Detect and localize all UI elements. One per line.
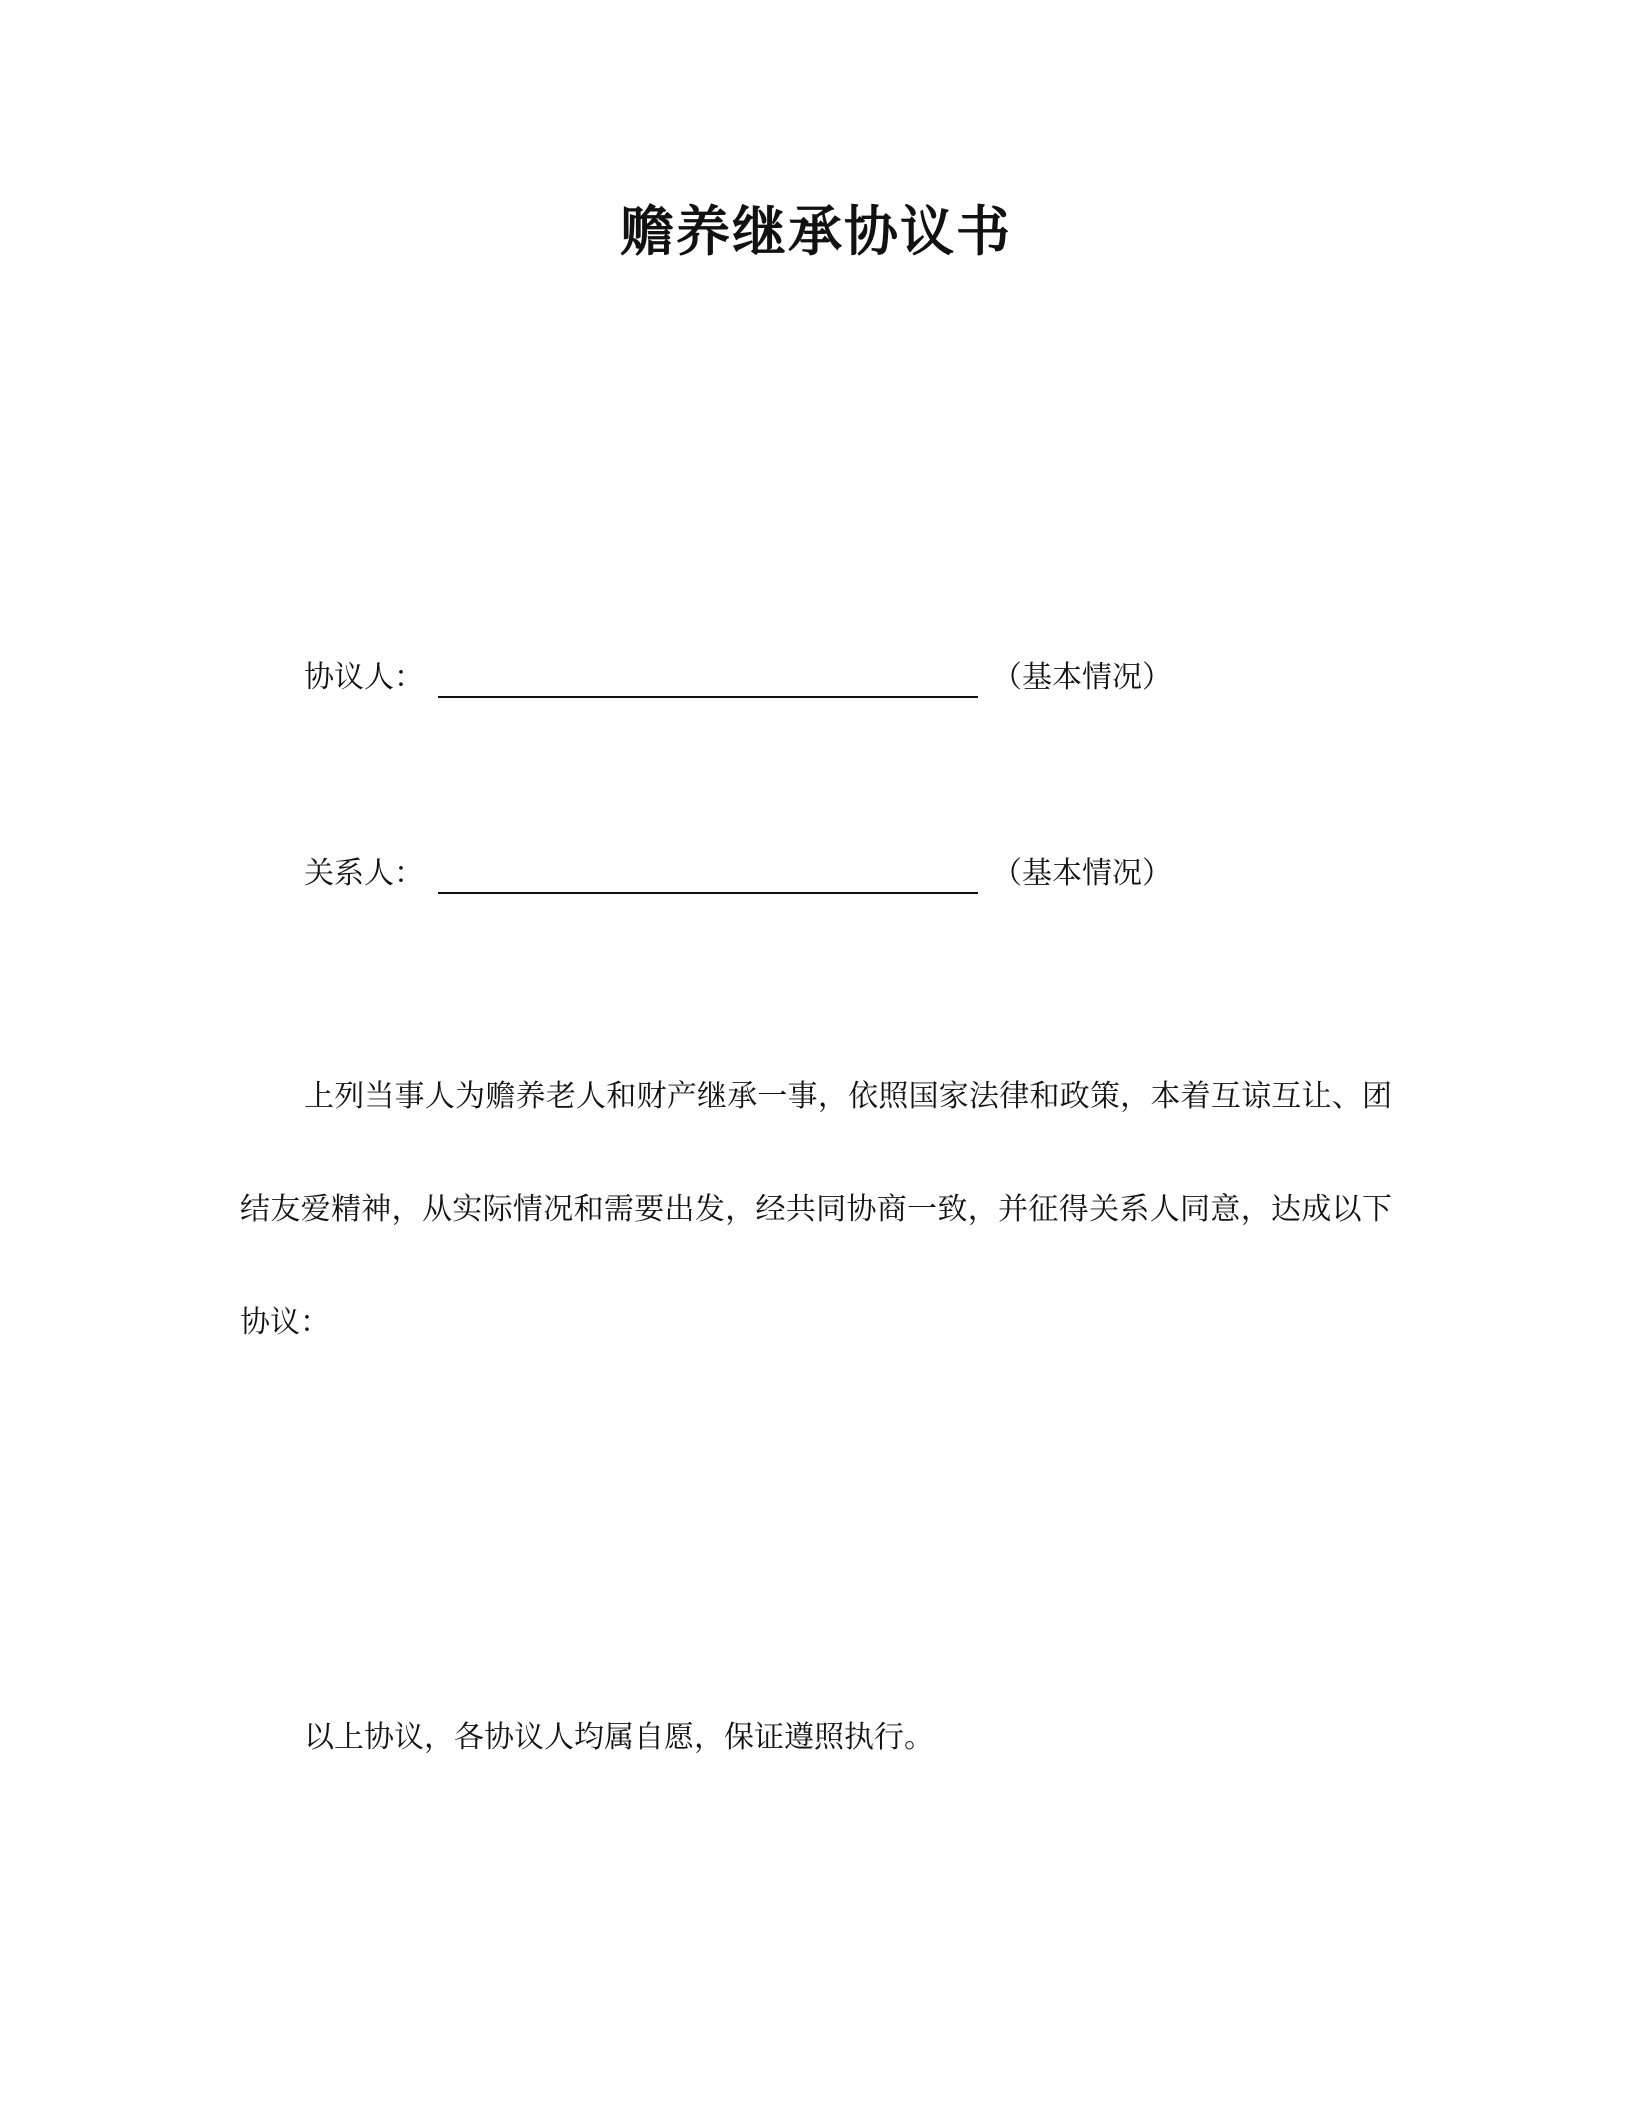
agreement-party-blank-line xyxy=(438,656,978,698)
closing-statement: 以上协议，各协议人均属自愿，保证遵照执行。 xyxy=(304,1720,934,1755)
party-row-agreement-party xyxy=(304,646,1172,698)
related-party-blank-line xyxy=(438,852,978,894)
preamble-paragraph: 上列当事人为赡养老人和财产继承一事，依照国家法律和政策，本着互谅互让、团结友爱精神，从实际情况和需要出发，经共同协商一致，并征得关系人同意，达成以下协议： xyxy=(240,1079,1392,1340)
related-party-note: （基本情况） xyxy=(992,856,1172,891)
related-party-label: 关系人： xyxy=(304,856,424,891)
party-row-related-party xyxy=(304,842,1172,894)
agreement-party-label: 协议人： xyxy=(304,660,424,695)
agreement-party-note: （基本情况） xyxy=(992,660,1172,695)
document-title: 赡养继承协议书 xyxy=(620,200,1012,263)
